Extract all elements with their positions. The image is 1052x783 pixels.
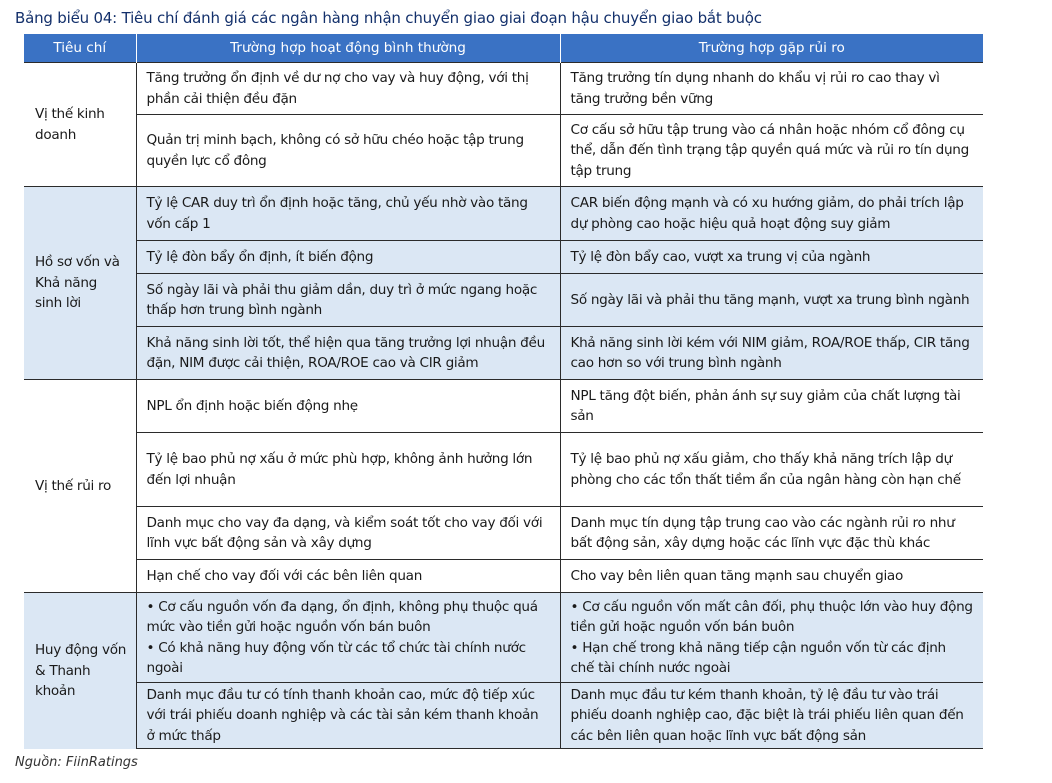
table-row [24,560,983,593]
cell-normal: Hạn chế cho vay đối với các bên liên quan [136,560,560,593]
cell-risk: Cơ cấu sở hữu tập trung vào cá nhân hoặc nhóm cổ đông cụ thể, dẫn đến tình trạng tập quyền quá mức và rủi ro tín dụng tập trung [560,115,983,187]
header-row [24,34,983,63]
bullet-item: • Cơ cấu nguồn vốn đa dạng, ổn định, không phụ thuộc quá mức vào tiền gửi hoặc nguồn vốn bán buôn [146,598,538,636]
table-row [24,187,983,241]
table-row [24,63,983,115]
table-row [24,327,983,380]
cell-risk: Tăng trưởng tín dụng nhanh do khẩu vị rủi ro cao thay vì tăng trưởng bền vững [560,63,983,115]
cell-normal: NPL ổn định hoặc biến động nhẹ [136,380,560,433]
bullet-item: • Cơ cấu nguồn vốn mất cân đối, phụ thuộc lớn vào huy động tiền gửi hoặc nguồn vốn bán buôn [570,598,973,636]
cell-risk [560,593,983,683]
bullet-item: • Hạn chế trong khả năng tiếp cận nguồn vốn từ các định chế tài chính nước ngoài [570,639,946,676]
table-row [24,241,983,274]
table-row [24,274,983,327]
cell-normal: Danh mục đầu tư có tính thanh khoản cao, mức độ tiếp xúc với trái phiếu doanh nghiệp và các tài sản kém thanh khoản ở mức thấp [136,683,560,749]
cell-normal: Tỷ lệ CAR duy trì ổn định hoặc tăng, chủ yếu nhờ vào tăng vốn cấp 1 [136,187,560,241]
table-row [24,683,983,749]
criteria-table [24,34,983,749]
cell-risk: Cho vay bên liên quan tăng mạnh sau chuyển giao [560,560,983,593]
table-row [24,507,983,560]
criteria-funding-liquidity: Huy động vốn & Thanh khoản [24,593,136,749]
cell-normal: Số ngày lãi và phải thu giảm dần, duy trì ở mức ngang hoặc thấp hơn trung bình ngành [136,274,560,327]
cell-normal [136,593,560,683]
cell-risk: Khả năng sinh lời kém với NIM giảm, ROA/ROE thấp, CIR tăng cao hơn so với trung bình ngành [560,327,983,380]
table-row [24,380,983,433]
header-criteria: Tiêu chí [24,34,136,63]
table-row [24,433,983,507]
cell-normal: Khả năng sinh lời tốt, thể hiện qua tăng trưởng lợi nhuận đều đặn, NIM được cải thiện, ROA/ROE cao và CIR giảm [136,327,560,380]
cell-risk: Tỷ lệ bao phủ nợ xấu giảm, cho thấy khả năng trích lập dự phòng cho các tổn thất tiềm ẩn của ngân hàng còn hạn chế [560,433,983,507]
bullet-item: • Có khả năng huy động vốn từ các tổ chức tài chính nước ngoài [146,639,526,676]
cell-normal: Tỷ lệ đòn bẩy ổn định, ít biến động [136,241,560,274]
header-normal: Trường hợp hoạt động bình thường [136,34,560,63]
cell-normal: Tỷ lệ bao phủ nợ xấu ở mức phù hợp, không ảnh hưởng lớn đến lợi nhuận [136,433,560,507]
cell-risk: Số ngày lãi và phải thu tăng mạnh, vượt xa trung bình ngành [560,274,983,327]
cell-normal: Tăng trưởng ổn định về dư nợ cho vay và huy động, với thị phần cải thiện đều đặn [136,63,560,115]
cell-risk: Tỷ lệ đòn bẩy cao, vượt xa trung vị của ngành [560,241,983,274]
cell-normal: Quản trị minh bạch, không có sở hữu chéo hoặc tập trung quyền lực cổ đông [136,115,560,187]
cell-risk: CAR biến động mạnh và có xu hướng giảm, do phải trích lập dự phòng cao hoặc hiệu quả hoạt động suy giảm [560,187,983,241]
cell-risk: NPL tăng đột biến, phản ánh sự suy giảm của chất lượng tài sản [560,380,983,433]
criteria-business-position: Vị thế kinh doanh [24,63,136,187]
criteria-capital-profitability: Hồ sơ vốn và Khả năng sinh lời [24,187,136,380]
table-row [24,115,983,187]
table-title: Bảng biểu 04: Tiêu chí đánh giá các ngân hàng nhận chuyển giao giai đoạn hậu chuyển giao bắt buộc [15,9,762,27]
criteria-risk-position: Vị thế rủi ro [24,380,136,593]
cell-normal: Danh mục cho vay đa dạng, và kiểm soát tốt cho vay đối với lĩnh vực bất động sản và xây dựng [136,507,560,560]
source-note: Nguồn: FiinRatings [15,755,138,770]
cell-risk: Danh mục tín dụng tập trung cao vào các ngành rủi ro như bất động sản, xây dựng hoặc các lĩnh vực đặc thù khác [560,507,983,560]
table-row [24,593,983,683]
cell-risk: Danh mục đầu tư kém thanh khoản, tỷ lệ đầu tư vào trái phiếu doanh nghiệp cao, đặc biệt là trái phiếu liên quan đến các bên liên quan hoặc lĩnh vực bất động sản [560,683,983,749]
header-risk: Trường hợp gặp rủi ro [560,34,983,63]
